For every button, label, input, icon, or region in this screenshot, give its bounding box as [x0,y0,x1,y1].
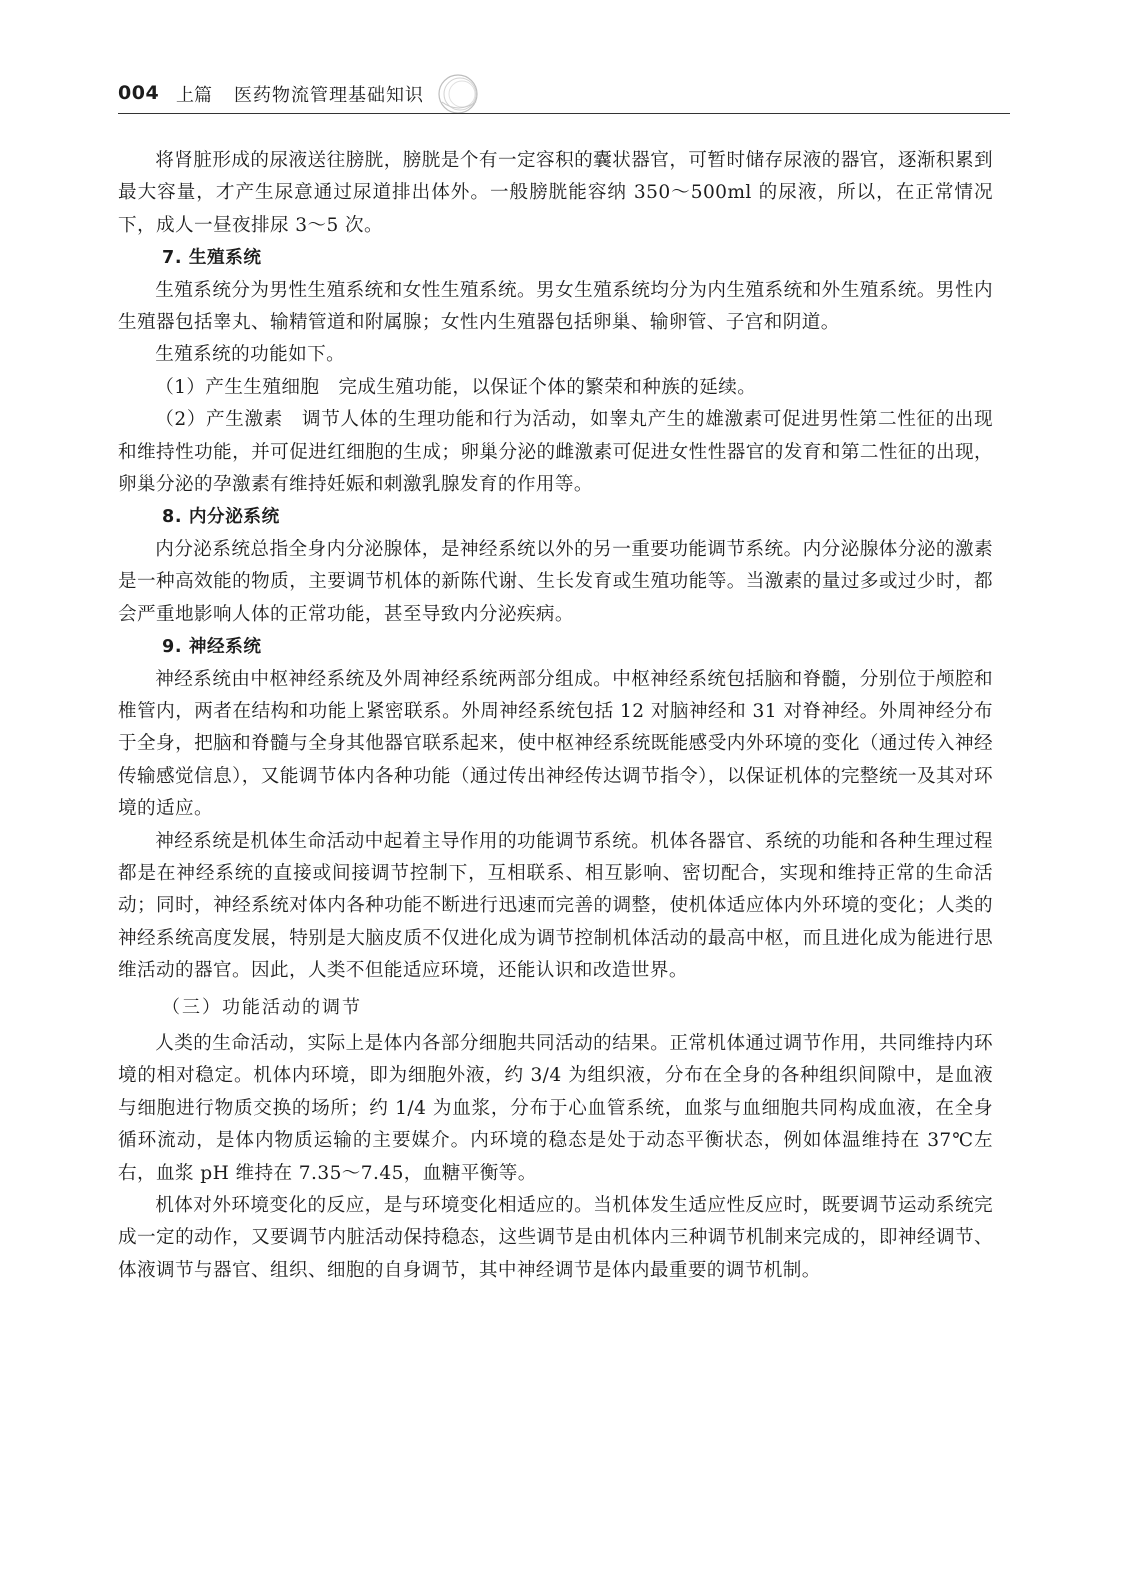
header-swirl-icon [436,72,500,116]
paragraph-reproductive-functions: 生殖系统的功能如下。 [155,344,346,366]
page-number: 004 [118,82,160,104]
header-rule [118,113,1010,114]
heading-functional-regulation: （三）功能活动的调节 [162,996,362,1018]
paragraph-urinary: 将肾脏形成的尿液送往膀胱，膀胱是个有一定容积的囊状器官，可暂时储存尿液的器官，逐渐积累到最大容量，才产生尿意通过尿道排出体外。一般膀胱能容纳 350～500ml 的尿液，所以，在正常情况下，成人一昼夜排尿 3～5 次。 [118,150,993,236]
book-title: 医药物流管理基础知识 [234,85,424,106]
paragraph-reproductive-intro: 生殖系统分为男性生殖系统和女性生殖系统。男女生殖系统均分为内生殖系统和外生殖系统。男性内生殖器包括睾丸、输精管道和附属腺；女性内生殖器包括卵巢、输卵管、子宫和阴道。 [118,279,993,334]
paragraph-germ-cells: （1）产生生殖细胞 完成生殖功能，以保证个体的繁荣和种族的延续。 [155,376,757,398]
heading-nervous-system: 9. 神经系统 [162,637,262,658]
running-header [118,72,1010,114]
part-label: 上篇 [176,85,212,106]
page-body [118,145,993,1287]
paragraph-endocrine: 内分泌系统总指全身内分泌腺体，是神经系统以外的另一重要功能调节系统。内分泌腺体分泌的激素是一种高效能的物质，主要调节机体的新陈代谢、生长发育或生殖功能等。当激素的量过多或过少时，都会严重地影响人体的正常功能，甚至导致内分泌疾病。 [118,538,993,625]
paragraph-nervous-function: 神经系统是机体生命活动中起着主导作用的功能调节系统。机体各器官、系统的功能和各种生理过程都是在神经系统的直接或间接调节控制下，互相联系、相互影响、密切配合，实现和维持正常的生命活动；同时，神经系统对体内各种功能不断进行迅速而完善的调整，使机体适应体内外环境的变化；人类的神经系统高度发展，特别是大脑皮质不仅进化成为调节控制机体活动的最高中枢，而且进化成为能进行思维活动的器官。因此，人类不但能适应环境，还能认识和改造世界。 [118,830,993,982]
paragraph-hormones: （2）产生激素 调节人体的生理功能和行为活动，如睾丸产生的雄激素可促进男性第二性征的出现和维持性功能，并可促进红细胞的生成；卵巢分泌的雌激素可促进女性性器官的发育和第二性征的出现，卵巢分泌的孕激素有维持妊娠和刺激乳腺发育的作用等。 [118,409,993,496]
paragraph-regulation-mechanisms: 机体对外环境变化的反应，是与环境变化相适应的。当机体发生适应性反应时，既要调节运动系统完成一定的动作，又要调节内脏活动保持稳态，这些调节是由机体内三种调节机制来完成的，即神经调节、体液调节与器官、组织、细胞的自身调节，其中神经调节是体内最重要的调节机制。 [118,1195,993,1281]
paragraph-nervous-structure: 神经系统由中枢神经系统及外周神经系统两部分组成。中枢神经系统包括脑和脊髓，分别位于颅腔和椎管内，两者在结构和功能上紧密联系。外周神经系统包括 12 对脑神经和 31 对脊神经。外周神经分布于全身，把脑和脊髓与全身其他器官联系起来，使中枢神经系统既能感受内外环境的变化（通过传入神经传输感觉信息），又能调节体内各种功能（通过传出神经传达调节指令），以保证机体的完整统一及其对环境的适应。 [118,668,993,820]
heading-endocrine-system: 8. 内分泌系统 [162,507,280,528]
paragraph-internal-environment: 人类的生命活动，实际上是体内各部分细胞共同活动的结果。正常机体通过调节作用，共同维持内环境的相对稳定。机体内环境，即为细胞外液，约 3/4 为组织液，分布在全身的各种组织间隙中，是血液与细胞进行物质交换的场所；约 1/4 为血浆，分布于心血管系统，血浆与血细胞共同构成血液，在全身循环流动，是体内物质运输的主要媒介。内环境的稳态是处于动态平衡状态，例如体温维持在 37℃左右，血浆 pH 维持在 7.35～7.45，血糖平衡等。 [118,1032,993,1184]
heading-reproductive-system: 7. 生殖系统 [162,248,262,269]
